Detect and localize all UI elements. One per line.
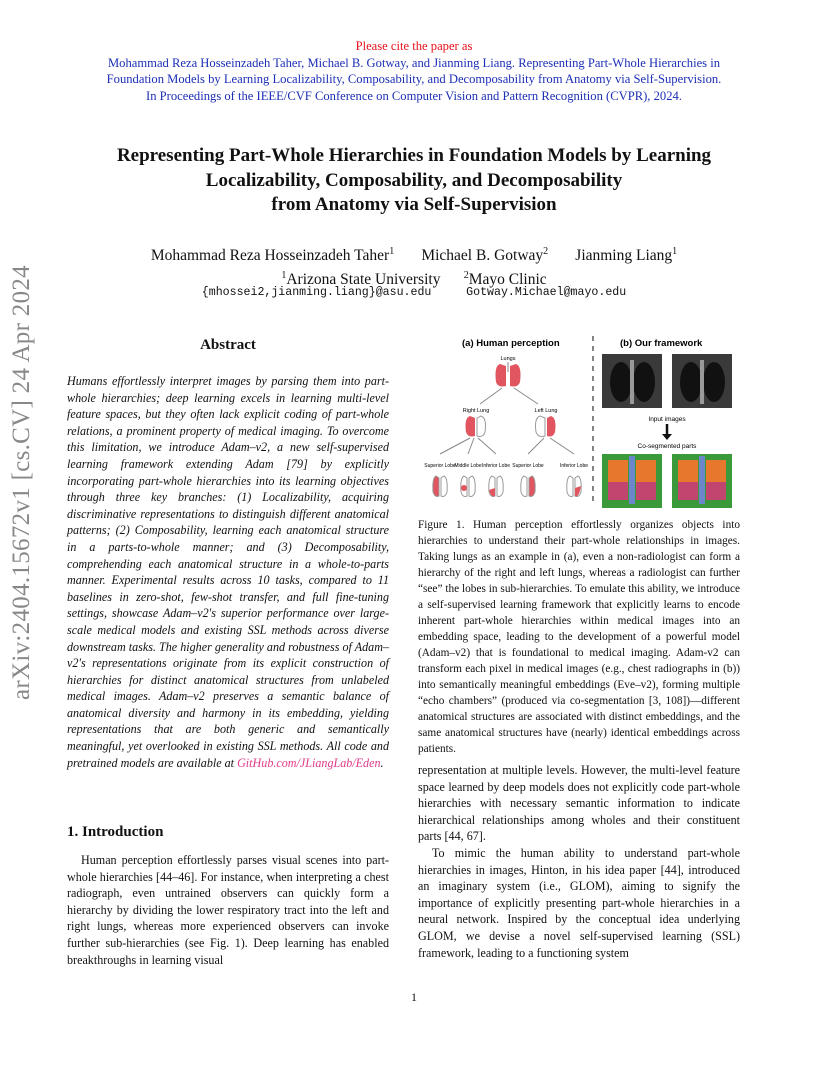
affiliation-2: Mayo Clinic bbox=[468, 271, 547, 289]
tree-edge bbox=[480, 388, 502, 404]
input-images-label: Input images bbox=[648, 416, 686, 423]
lobe-icons bbox=[433, 476, 581, 497]
tree-edge bbox=[550, 438, 574, 454]
lobe-label: Superior Lobe bbox=[424, 463, 456, 469]
intro-heading: 1. Introduction bbox=[67, 824, 164, 840]
right-lung-icon bbox=[466, 416, 486, 437]
cite-line-2[interactable]: Foundation Models by Learning Localizability, Composability, and Decomposability from Anatomy via Self-Supervision. bbox=[106, 72, 722, 86]
figure-1-graphic bbox=[418, 330, 740, 510]
author-1-sup: 1 bbox=[389, 246, 395, 257]
right-column-text bbox=[418, 762, 740, 961]
panel-b-label: (b) Our framework bbox=[620, 338, 703, 349]
aff-1-sup: 1 bbox=[281, 270, 287, 282]
lungs-label: Lungs bbox=[500, 356, 516, 362]
right-para-1: representation at multiple levels. However, the multi-level feature space learned by deep models does not explicitly code part-whole hierarchies with necessary semantic information to indicate hierarchical relationships among wholes and their constituent parts [44, 67]. bbox=[418, 763, 740, 844]
tree-edge bbox=[514, 388, 538, 404]
right-lung-label: Right Lung bbox=[462, 408, 490, 414]
author-3: Jianming Liang bbox=[575, 247, 673, 265]
abstract-text bbox=[67, 373, 389, 771]
coseg-map-1 bbox=[602, 454, 662, 508]
paper-title bbox=[80, 144, 748, 218]
page-number: 1 bbox=[411, 990, 417, 1004]
affiliation-1: Arizona State University bbox=[286, 271, 441, 289]
tree-edge bbox=[478, 438, 496, 454]
abstract-heading: Abstract bbox=[200, 337, 256, 353]
abstract-end: . bbox=[380, 755, 384, 770]
email-line bbox=[0, 286, 828, 299]
author-block bbox=[0, 242, 828, 290]
aff-2-sup: 2 bbox=[463, 270, 469, 282]
arxiv-stamp: arXiv:2404.15672v1 [cs.CV] 24 Apr 2024 bbox=[8, 265, 35, 700]
cosegmented-label: Co-segmented parts bbox=[637, 443, 697, 450]
tree-edge bbox=[528, 438, 544, 454]
author-2: Michael B. Gotway bbox=[421, 247, 544, 265]
lobe-label: Inferior Lobe bbox=[481, 463, 511, 469]
lobe-label: Middle Lobe bbox=[454, 463, 482, 469]
title-line-3: from Anatomy via Self-Supervision bbox=[271, 194, 557, 215]
right-para-2: To mimic the human ability to understand part-whole hierarchies in images, Hinton, in his idea paper [44], introduced an imaginary system (i.e., GLOM), aiming to signify the importance of explicitly presenting part-whole hierarchies in a neural network. Inspired by the conceptual idea underlying GLOM, we devise a novel self-supervised learning (SSL) framework, leading to a functioning system bbox=[418, 845, 740, 960]
tree-edge bbox=[440, 438, 470, 454]
intro-text: Human perception effortlessly parses visual scenes into part-whole hierarchies [44–46]. For instance, when interpreting a chest radiograph, even untrained observers can quickly form a hierarchy by dividing the lower respiratory tract into the left and right lungs, whereas more experienced observers can invoke further sub-hierarchies (see Fig. 1). Deep learning has enabled breakthroughs in learning visual bbox=[67, 853, 389, 967]
panel-a-label: (a) Human perception bbox=[462, 338, 560, 349]
title-line-1: Representing Part-Whole Hierarchies in Foundation Models by Learning bbox=[116, 145, 712, 166]
arrow-head-icon bbox=[662, 434, 672, 440]
email-2[interactable]: Gotway.Michael@mayo.edu bbox=[466, 286, 627, 299]
github-link[interactable]: GitHub.com/JLiangLab/Eden bbox=[237, 755, 381, 770]
author-2-sup: 2 bbox=[543, 246, 549, 257]
citation-header bbox=[0, 38, 828, 104]
figure-1-caption: Figure 1. Human perception effortlessly organizes objects into hierarchies to understand their part-whole relationships in images. Taking lungs as an example in (a), even a non-radiologist can form a hierarchy of the right and left lungs, whereas a radiologist can further “see” the lobes in sub-hierarchies. To emulate this ability, we introduce a self-supervised learning framework that explicitly learns to encode inherent part-whole hierarchies within medical images into an embedding space, leading to the development of a powerful model (Adam–v2) that is foundational to medical imaging. Adam-v2 can transform each pixel in medical images (e.g., chest radiographs in (b)) into semantically meaningful embeddings (Eve–v2), forming multiple “echo chambers” (produced via co-segmentation [3, 108])—different anatomical structures are associated with distinct embeddings, and the same anatomical structures have (nearly) identical embeddings across patients. bbox=[418, 519, 740, 755]
author-1: Mohammad Reza Hosseinzadeh Taher bbox=[150, 247, 390, 265]
left-lung-icon bbox=[536, 416, 556, 437]
lungs-icon bbox=[496, 362, 521, 387]
cite-line-1[interactable]: Mohammad Reza Hosseinzadeh Taher, Michael B. Gotway, and Jianming Liang. Representing Part-Whole Hierarchies in bbox=[107, 55, 721, 70]
cite-notice: Please cite the paper as bbox=[355, 39, 473, 53]
lobe-label: Superior Lobe bbox=[512, 463, 544, 469]
tree-edge bbox=[468, 438, 474, 454]
email-1[interactable]: {mhossei2,jianming.liang}@asu.edu bbox=[201, 286, 432, 299]
figure-1 bbox=[418, 330, 740, 510]
left-lung-label: Left Lung bbox=[534, 408, 558, 414]
author-3-sup: 1 bbox=[672, 246, 678, 257]
cite-line-3[interactable]: In Proceedings of the IEEE/CVF Conference on Computer Vision and Pattern Recognition (CVPR), 2024. bbox=[146, 88, 682, 103]
title-line-2: Localizability, Composability, and Decomposability bbox=[205, 169, 623, 191]
lobe-label: Inferior Lobe bbox=[559, 463, 589, 469]
coseg-map-2 bbox=[672, 454, 732, 508]
abstract-body: Humans effortlessly interpret images by parsing them into part-whole hierarchies; deep learning excels in learning multi-level feature spaces, but they often lack explicit coding of part-whole relations, a prominent property of medical imaging. To overcome this limitation, we introduce Adam–v2, a new self-supervised learning framework extending Adam [79] by explicitly incorporating part-whole hierarchies into its learning objectives through three key branches: (1) Localizability, acquiring discriminative representations to distinguish different anatomical patterns; (2) Composability, learning each anatomical structure in a parts-to-whole manner; and (3) Decomposability, comprehending each anatomical structure in a whole-to-parts manner. Experimental results across 10 tasks, compared to 11 baselines in zero-shot, few-shot transfer, and full fine-tuning settings, showcase Adam–v2's superior performance over large-scale medical models and existing SSL methods across diverse downstream tasks. The higher generality and robustness of Adam–v2's representations originate from its explicit construction of hierarchies for distinct anatomical structures from unlabeled medical images. Adam–v2 preserves a semantic balance of anatomical diversity and harmony in its embedding, yielding representations that are both generic and semantically meaningful, yet overlooked in existing SSL methods. All code and pretrained models are available at bbox=[67, 374, 389, 770]
